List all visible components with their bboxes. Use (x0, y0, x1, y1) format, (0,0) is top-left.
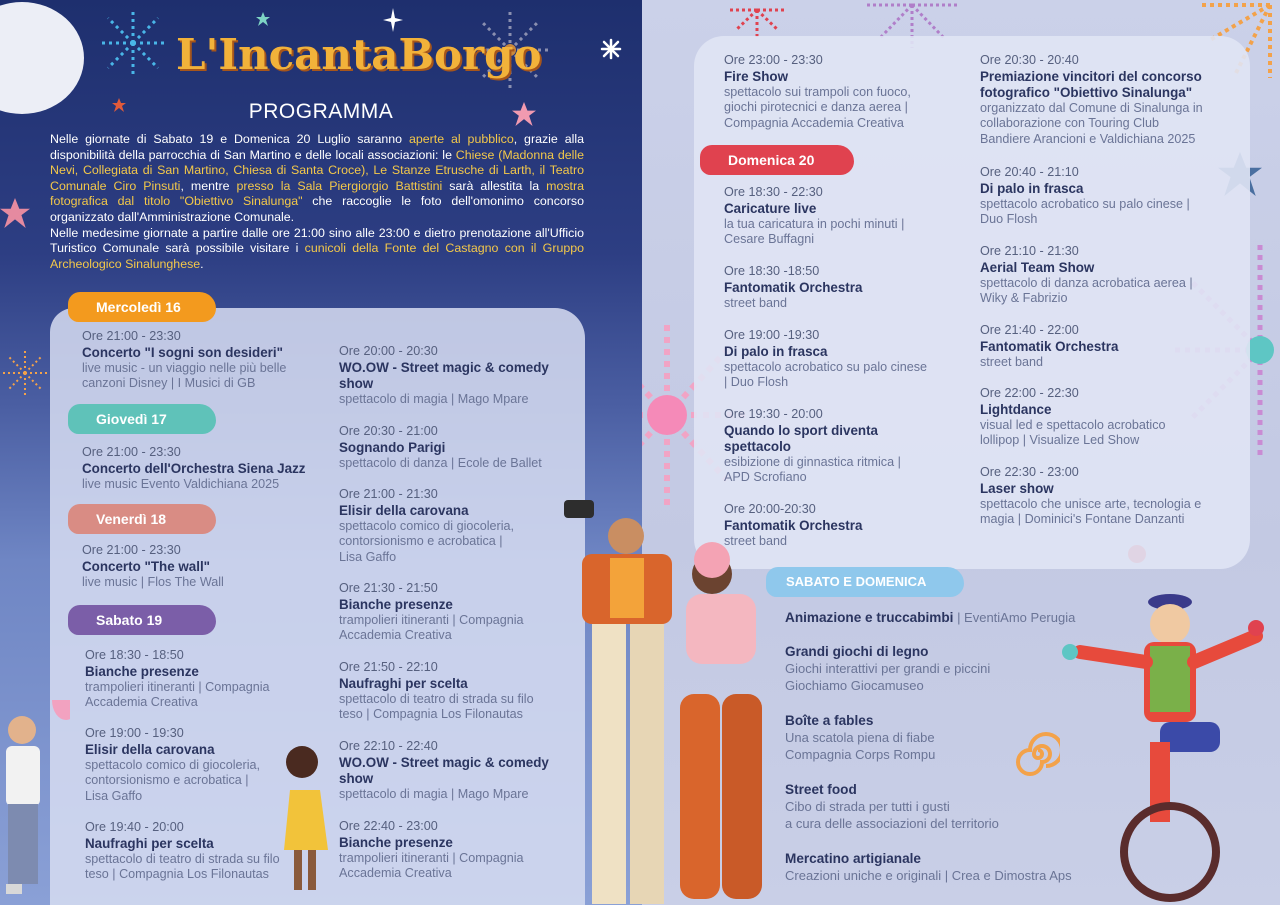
event-desc: street band (980, 354, 1044, 369)
event-desc: Compagnia Accademia Creativa (724, 115, 904, 130)
event-desc: street band (724, 295, 788, 310)
day-label-venerdi: Venerdì 18 (68, 504, 216, 534)
event-item (980, 165, 1242, 228)
event-item (339, 819, 579, 882)
day-label-domenica: Domenica 20 (700, 145, 854, 175)
event-time: Ore 22:40 - 23:00 (339, 819, 438, 833)
event-desc: la tua caricatura in pochi minuti | (724, 216, 905, 231)
event-name: Concerto dell'Orchestra Siena Jazz (82, 460, 306, 476)
event-name: Caricature live (724, 200, 817, 216)
event-item (339, 739, 579, 802)
event-desc: live music Evento Valdichiana 2025 (82, 476, 280, 491)
event-time: Ore 20:00-20:30 (724, 502, 816, 516)
event-time: Ore 19:00 - 19:30 (85, 726, 184, 740)
event-desc: organizzato dal Comune di Sinalunga in (980, 100, 1203, 115)
event-name: Fantomatik Orchestra (724, 517, 863, 533)
event-item (724, 185, 964, 248)
activity-desc: Creazioni uniche e originali | Crea e Dimostra Aps (785, 868, 1072, 883)
event-item (82, 329, 332, 392)
event-name: Concerto "I sogni son desideri" (82, 344, 283, 360)
event-desc: live music - un viaggio nelle più belle (82, 360, 287, 375)
moon-icon (0, 2, 84, 114)
event-desc: spettacolo di teatro di strada su filo (85, 851, 280, 866)
activity-desc: Cibo di strada per tutti i gusti (785, 799, 950, 814)
event-desc: spettacolo acrobatico su palo cinese | (980, 196, 1190, 211)
event-name: Elisir della carovana (339, 502, 469, 518)
event-time: Ore 23:00 - 23:30 (724, 53, 823, 67)
event-name: spettacolo (724, 438, 791, 454)
intro-text-span: . (200, 256, 204, 271)
event-time: Ore 20:40 - 21:10 (980, 165, 1079, 179)
event-name: Fantomatik Orchestra (724, 279, 863, 295)
event-item (724, 328, 964, 391)
boy-illustration (0, 700, 70, 905)
event-time: Ore 20:30 - 21:00 (339, 424, 438, 438)
event-desc: giochi pirotecnici e danza aerea | (724, 100, 908, 114)
event-name: Premiazione vincitori del concorso (980, 68, 1202, 84)
event-name: Elisir della carovana (85, 741, 215, 757)
event-desc: spettacolo di danza | Ecole de Ballet (339, 455, 542, 470)
event-name: Fantomatik Orchestra (980, 338, 1119, 354)
event-desc: Lisa Gaffo (339, 549, 397, 564)
intro-highlight: cunicoli della Fonte del Castagno con il Gruppo Archeologico Sinalunghese (50, 241, 585, 271)
event-item (85, 648, 325, 711)
activity-desc: Giochi interattivi per grandi e piccini (785, 661, 991, 676)
event-desc: spettacolo comico di giocoleria, (85, 757, 261, 772)
event-desc: contorsionismo e acrobatica | (85, 773, 249, 787)
event-time: Ore 21:40 - 22:00 (980, 323, 1079, 337)
event-time: Ore 20:00 - 20:30 (339, 344, 438, 358)
event-item (82, 543, 332, 590)
event-name: fotografico "Obiettivo Sinalunga" (980, 84, 1193, 100)
event-item (339, 581, 579, 644)
event-item (339, 487, 579, 565)
event-item (339, 424, 579, 471)
intro-highlight: presso la Sala Piergiorgio Battistini (236, 178, 443, 193)
event-name: show (339, 375, 374, 391)
event-time: Ore 21:00 - 23:30 (82, 445, 181, 459)
event-desc: spettacolo di danza acrobatica aerea | (980, 275, 1193, 290)
event-desc: magia | Dominici's Fontane Danzanti (980, 512, 1185, 526)
activity-name: Mercatino artigianale (785, 851, 921, 866)
event-item (980, 53, 1242, 147)
intro-text-span: che raccoglie le foto dell'omonimo concorso organizzato dall'Amministrazione Comunale. (50, 194, 584, 224)
event-desc: | Duo Flosh (724, 375, 789, 389)
star-icon (383, 8, 403, 32)
event-time: Ore 21:00 - 23:30 (82, 329, 181, 343)
event-desc: teso | Compagnia Los Filonautas (339, 707, 523, 721)
event-name: WO.OW - Street magic & comedy (339, 359, 549, 375)
event-desc: trampolieri itineranti | Compagnia (339, 850, 524, 865)
event-name: Lightdance (980, 401, 1052, 417)
day-label-weekend: SABATO E DOMENICA (766, 567, 964, 597)
activity-desc: Compagnia Corps Rompu (785, 747, 936, 762)
event-name: Quando lo sport diventa (724, 422, 878, 438)
day-label-mercoledi: Mercoledì 16 (68, 292, 216, 322)
event-desc: spettacolo di teatro di strada su filo (339, 691, 534, 706)
event-desc: APD Scrofiano (724, 470, 807, 484)
event-desc: teso | Compagnia Los Filonautas (85, 867, 269, 881)
stilt-walkers-illustration (552, 494, 772, 905)
event-desc: spettacolo sui trampoli con fuoco, (724, 84, 911, 99)
event-desc: Bandiere Arancioni e Valdichiana 2025 (980, 131, 1196, 146)
event-desc: trampolieri itineranti | Compagnia (339, 612, 524, 627)
event-desc: Cesare Buffagni (724, 232, 815, 246)
activity-desc: Una scatola piena di fiabe (785, 730, 935, 745)
intro-text-span: Nelle giornate di Sabato 19 e Domenica 20 Luglio saranno (50, 132, 409, 146)
event-item (980, 244, 1242, 307)
event-item (724, 264, 964, 311)
event-desc: visual led e spettacolo acrobatico (980, 417, 1166, 432)
intro-text-span: , grazie alla disponibilità della parrocchia di San Martino e delle locali associazioni: le (50, 132, 584, 162)
activity-name: Boîte a fables (785, 713, 874, 728)
event-time: Ore 19:40 - 20:00 (85, 820, 184, 834)
star-icon (0, 198, 30, 228)
activity-desc: | EventiAmo Perugia (953, 610, 1076, 625)
event-name: Naufraghi per scelta (85, 835, 214, 851)
event-name: Di palo in frasca (724, 343, 828, 359)
star-icon (256, 12, 270, 26)
event-name: WO.OW - Street magic & comedy (339, 754, 549, 770)
event-item (339, 344, 579, 407)
event-desc: Lisa Gaffo (85, 788, 143, 803)
event-desc: street band (724, 533, 788, 548)
day-label-giovedi: Giovedì 17 (68, 404, 216, 434)
event-desc: spettacolo acrobatico su palo cinese (724, 359, 928, 374)
intro-text-span: sarà allestita la (442, 178, 547, 193)
event-name: Bianche presenze (85, 663, 199, 679)
event-desc: lollipop | Visualize Led Show (980, 433, 1140, 447)
event-desc: canzoni Disney | I Musici di GB (82, 376, 256, 390)
event-item (980, 386, 1242, 449)
event-name: Concerto "The wall" (82, 558, 211, 574)
event-name: Fire Show (724, 68, 788, 84)
event-name: Naufraghi per scelta (339, 675, 468, 691)
event-time: Ore 19:30 - 20:00 (724, 407, 823, 421)
event-time: Ore 22:10 - 22:40 (339, 739, 438, 753)
event-desc: spettacolo che unisce arte, tecnologia e (980, 496, 1202, 511)
event-desc: trampolieri itineranti | Compagnia (85, 679, 270, 694)
event-desc: spettacolo comico di giocoleria, (339, 518, 515, 533)
fireworks-icon (2, 350, 48, 396)
event-desc: Accademia Creativa (85, 695, 198, 709)
event-item (339, 660, 579, 723)
event-name: Aerial Team Show (980, 259, 1095, 275)
event-time: Ore 19:00 -19:30 (724, 328, 820, 342)
event-time: Ore 18:30 - 22:30 (724, 185, 823, 199)
intro-text (50, 132, 584, 272)
intro-text-span: Nelle medesime giornate a partire dalle ore 21:00 sino alle 23:00 e dietro prenotazione all'Ufficio Turistico Comunale sarà possibile visitare i (50, 225, 584, 256)
intro-text-span: , mentre (180, 178, 237, 193)
girl-illustration (280, 740, 340, 900)
event-time: Ore 18:30 -18:50 (724, 264, 820, 278)
intro-highlight: aperte al pubblico (408, 132, 514, 146)
event-desc: Duo Flosh (980, 212, 1038, 226)
event-item (980, 323, 1242, 370)
page-subtitle: PROGRAMMA (248, 100, 394, 123)
event-desc: spettacolo di magia | Mago Mpare (339, 391, 529, 406)
event-name: Bianche presenze (339, 834, 453, 850)
juggler-illustration (1060, 592, 1280, 905)
event-item (980, 465, 1242, 528)
event-time: Ore 22:00 - 22:30 (980, 386, 1079, 400)
event-time: Ore 21:00 - 21:30 (339, 487, 438, 501)
event-desc: Wiky & Fabrizio (980, 291, 1068, 305)
activity-desc: Giochiamo Giocamuseo (785, 678, 924, 693)
event-name: Laser show (980, 480, 1054, 496)
event-desc: Accademia Creativa (339, 866, 452, 880)
star-icon (600, 38, 622, 60)
event-time: Ore 20:30 - 20:40 (980, 53, 1079, 67)
event-time: Ore 18:30 - 18:50 (85, 648, 184, 662)
event-desc: collaborazione con Touring Club (980, 116, 1159, 130)
fireworks-icon (722, 0, 792, 40)
event-desc: live music | Flos The Wall (82, 574, 224, 589)
activity-name: Animazione e truccabimbi (785, 610, 954, 625)
fireworks-icon (96, 6, 170, 80)
day-label-sabato: Sabato 19 (68, 605, 216, 635)
event-time: Ore 22:30 - 23:00 (980, 465, 1079, 479)
event-name: Sognando Parigi (339, 439, 446, 455)
event-item (82, 445, 342, 492)
event-name: show (339, 770, 374, 786)
event-desc: Accademia Creativa (339, 628, 452, 642)
event-item (724, 407, 964, 486)
activity-name: Grandi giochi di legno (785, 644, 929, 659)
event-desc: contorsionismo e acrobatica | (339, 534, 503, 548)
event-name: Bianche presenze (339, 596, 453, 612)
activity-desc: a cura delle associazioni del territorio (785, 816, 999, 831)
page-title: L'IncantaBorgo (176, 30, 542, 79)
intro-highlight: mostra fotografica dal titolo "Obiettivo Sinalunga" (50, 178, 584, 209)
activity-name: Street food (785, 782, 857, 797)
event-time: Ore 21:00 - 23:30 (82, 543, 181, 557)
event-item (724, 53, 974, 131)
event-name: Di palo in frasca (980, 180, 1084, 196)
event-time: Ore 21:30 - 21:50 (339, 581, 438, 595)
event-desc: spettacolo di magia | Mago Mpare (339, 786, 529, 801)
intro-highlight: Chiese (Madonna delle Nevi, Collegiata di San Martino, Chiesa di Santa Croce), Le Stanze Etrusche di Larth, il Teatro Comunale Ciro Pinsuti (50, 147, 584, 193)
event-time: Ore 21:10 - 21:30 (980, 244, 1079, 258)
event-time: Ore 21:50 - 22:10 (339, 660, 438, 674)
event-desc: esibizione di ginnastica ritmica | (724, 454, 901, 469)
